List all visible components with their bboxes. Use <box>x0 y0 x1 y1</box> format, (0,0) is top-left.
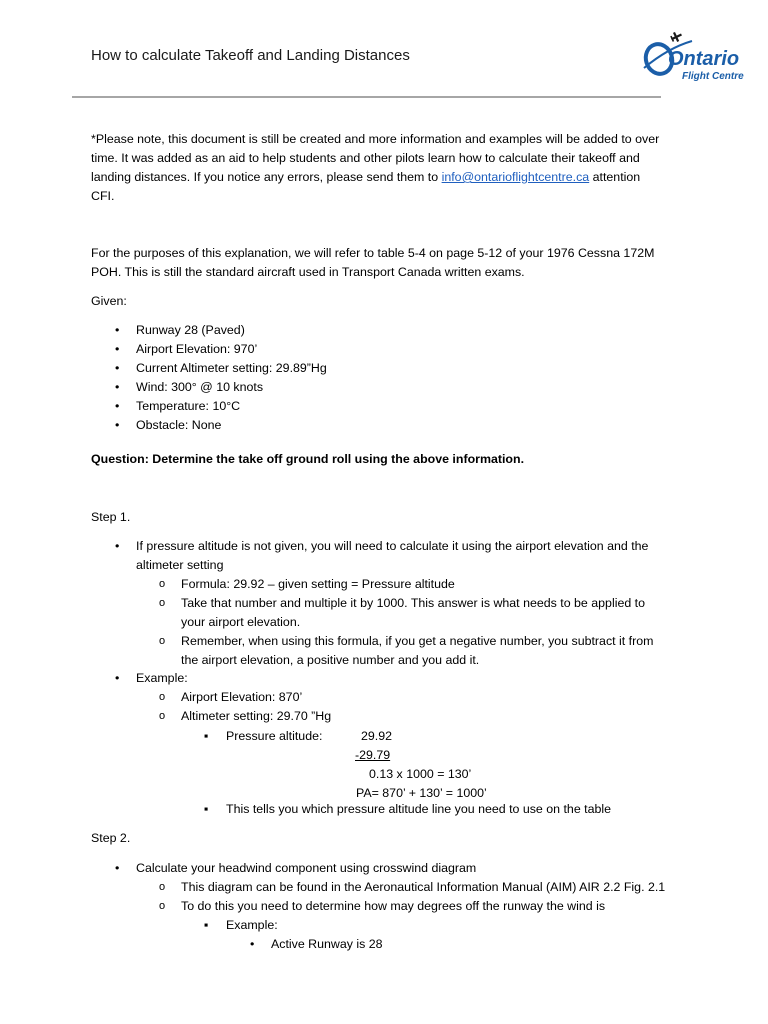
sub-list-item: o To do this you need to determine how may degrees off the runway the wind is <box>181 897 696 916</box>
list-item: • If pressure altitude is not given, you will need to calculate it using the airport elevation and the <box>136 537 696 556</box>
list-item: • Obstacle: None <box>136 416 696 435</box>
logo-wordmark: Ontario <box>668 48 740 70</box>
sub-list-item-continuation: the airport elevation, a positive number and you add it. <box>181 653 480 667</box>
list-item: • Airport Elevation: 970’ <box>136 340 696 359</box>
list-item-continuation: altimeter setting <box>136 558 224 572</box>
step2-example-list <box>226 916 696 935</box>
calc-value: -29.79 <box>355 748 391 762</box>
pa-note-list <box>226 800 696 819</box>
sub-list-item: o Formula: 29.92 – given setting = Pressure altitude <box>181 575 696 594</box>
sub-sub-list-item: ▪ Pressure altitude: <box>226 727 696 746</box>
step1-list <box>136 537 696 575</box>
given-list <box>136 321 696 435</box>
question-heading: Question: Determine the take off ground roll using the above information. <box>91 452 525 466</box>
sub-list-item: o Altimeter setting: 29.70 ”Hg <box>181 707 696 726</box>
email-link[interactable]: info@ontarioflightcentre.ca <box>441 170 590 184</box>
step2-list <box>136 859 696 878</box>
list-item: • Current Altimeter setting: 29.89”Hg <box>136 359 696 378</box>
note-line: *Please note, this document is still be created and more information and examples will be added to over <box>91 132 660 146</box>
list-item: • Runway 28 (Paved) <box>136 321 696 340</box>
list-item: • Example: <box>136 669 696 688</box>
sub-list-item: o Airport Elevation: 870’ <box>181 688 696 707</box>
header-divider <box>72 96 661 98</box>
note-line: time. It was added as an aid to help students and other pilots learn how to calculate their takeoff and <box>91 151 640 165</box>
sub-list-item: o Take that number and multiple it by 1000. This answer is what needs to be applied to <box>181 594 696 613</box>
note-line: CFI. <box>91 189 115 203</box>
list-item: • Temperature: 10°C <box>136 397 696 416</box>
calc-value: 29.92 <box>361 729 393 743</box>
intro-paragraph <box>91 244 696 282</box>
step2-sublist <box>181 878 696 916</box>
example-sublist <box>181 688 696 726</box>
page-title: How to calculate Takeoff and Landing Distances <box>91 47 410 64</box>
step2-deep-list <box>271 935 696 954</box>
step1-heading: Step 1. <box>91 510 131 524</box>
logo-graphic <box>638 28 750 84</box>
note-text: landing distances. If you notice any errors, please send them to <box>91 170 442 184</box>
logo-subtitle: Flight Centre <box>682 71 744 82</box>
step1-sublist <box>181 575 696 670</box>
sub-list-item-continuation: your airport elevation. <box>181 615 301 629</box>
note-line <box>91 168 696 187</box>
note-paragraph <box>91 130 696 206</box>
calc-value: 0.13 x 1000 = 130’ <box>369 767 472 781</box>
ontario-flight-centre-logo <box>638 28 750 84</box>
given-label: Given: <box>91 294 127 308</box>
calc-value: PA= 870’ + 130’ = 1000’ <box>356 786 487 800</box>
list-item: • Wind: 300° @ 10 knots <box>136 378 696 397</box>
note-text: attention <box>589 170 641 184</box>
sub-list-item: o Remember, when using this formula, if you get a negative number, you subtract it from <box>181 632 696 651</box>
step2-heading: Step 2. <box>91 831 131 845</box>
list-item: • Calculate your headwind component using crosswind diagram <box>136 859 696 878</box>
intro-line: POH. This is still the standard aircraft used in Transport Canada written exams. <box>91 265 525 279</box>
intro-line: For the purposes of this explanation, we will refer to table 5-4 on page 5-12 of your 1976 Cessna 172M <box>91 246 655 260</box>
sub-sub-list-item: ▪ Example: <box>226 916 696 935</box>
pa-list <box>226 727 696 746</box>
sub-sub-list-item: ▪ This tells you which pressure altitude line you need to use on the table <box>226 800 696 819</box>
list-item: • Active Runway is 28 <box>271 935 696 954</box>
sub-list-item: o This diagram can be found in the Aeronautical Information Manual (AIM) AIR 2.2 Fig. 2.1 <box>181 878 696 897</box>
step1-example <box>136 669 696 688</box>
